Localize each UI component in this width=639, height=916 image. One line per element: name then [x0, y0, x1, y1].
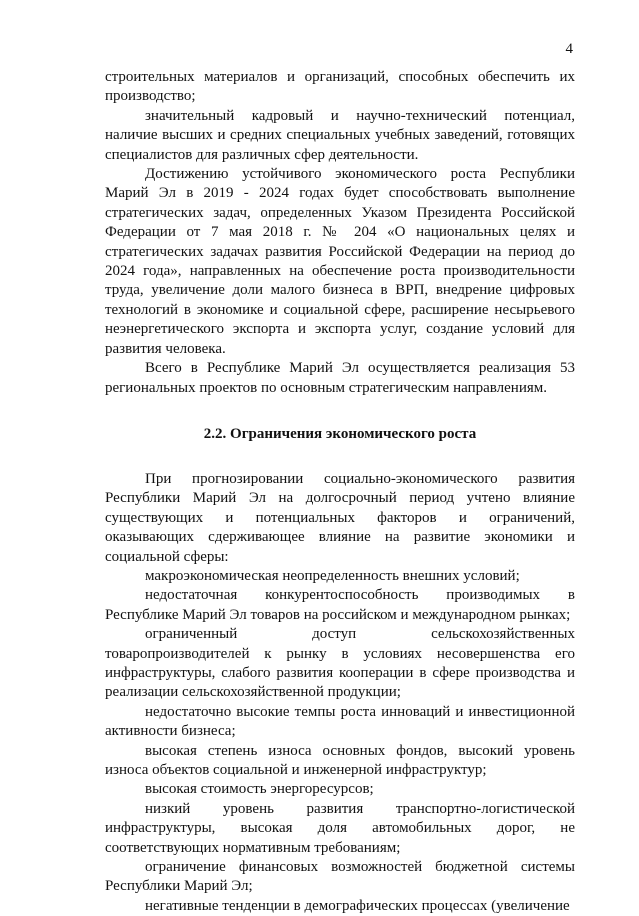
- paragraph-resources-continuation: строительных материалов и организаций, способных обеспечить их производство;: [105, 69, 575, 105]
- paragraph-forecast-intro: При прогнозировании социально-экономического развития Республики Марий Эл на долгосрочный период учтено влияние существующих и потенциальных факторов и ограничений, оказывающих сдерживающее влияние на развитие экономики и социальной сферы:: [105, 470, 575, 565]
- paragraph-regional-projects: Всего в Республике Марий Эл осуществляется реализация 53 региональных проектов по основным стратегическим направлениям.: [105, 360, 575, 396]
- document-body: [105, 68, 575, 916]
- paragraph-personnel-potential: значительный кадровый и научно-технический потенциал, наличие высших и средних специальных учебных заведений, готовящих специалистов для различных сфер деятельности.: [105, 107, 575, 163]
- list-item-innovation: недостаточно высокие темпы роста инноваций и инвестиционной активности бизнеса;: [105, 703, 575, 740]
- list-item-budget: ограничение финансовых возможностей бюджетной системы Республики Марий Эл;: [105, 859, 575, 895]
- section-heading: 2.2. Ограничения экономического роста: [203, 425, 477, 442]
- paragraph-growth-tasks: Достижению устойчивого экономического роста Республики Марий Эл в 2019 - 2024 годах будет способствовать выполнение стратегических задач, определенных Указом Президента Российской Федерации от 7 мая 2018 г. № 204 «О национальных целях и стратегических задачах развития Российской Федерации на период до 2024 года», направленных на обеспечение роста производительности труда, увеличение доли малого бизнеса в ВРП, внедрение цифровых технологий в экономике и социальной сфере, расширение несырьевого неэнергетического экспорта и экспорта услуг, создание условий для развития человека.: [105, 166, 575, 357]
- list-item-market-access: ограниченный доступ сельскохозяйственных товаропроизводителей к рынку в условиях несовершенства его инфраструктуры, слабого развития кооперации в сфере производства и реализации сельскохозяйственной продукции;: [105, 626, 575, 701]
- page-number: 4: [565, 41, 573, 57]
- list-item-competitiveness: недостаточная конкурентоспособность производимых в Республике Марий Эл товаров на российском и международном рынках;: [105, 587, 575, 623]
- list-item-demography: негативные тенденции в демографических процессах (увеличение: [145, 897, 570, 914]
- list-item-energy-cost: высокая стоимость энергоресурсов;: [145, 781, 374, 798]
- list-item-macro-uncertainty: макроэкономическая неопределенность внешних условий;: [145, 567, 520, 584]
- list-item-asset-wear: высокая степень износа основных фондов, высокий уровень износа объектов социальной и инженерной инфраструктур;: [105, 742, 575, 778]
- list-item-transport: низкий уровень развития транспортно-логистической инфраструктуры, высокая доля автомобильных дорог, не соответствующих нормативным требованиям;: [105, 800, 575, 856]
